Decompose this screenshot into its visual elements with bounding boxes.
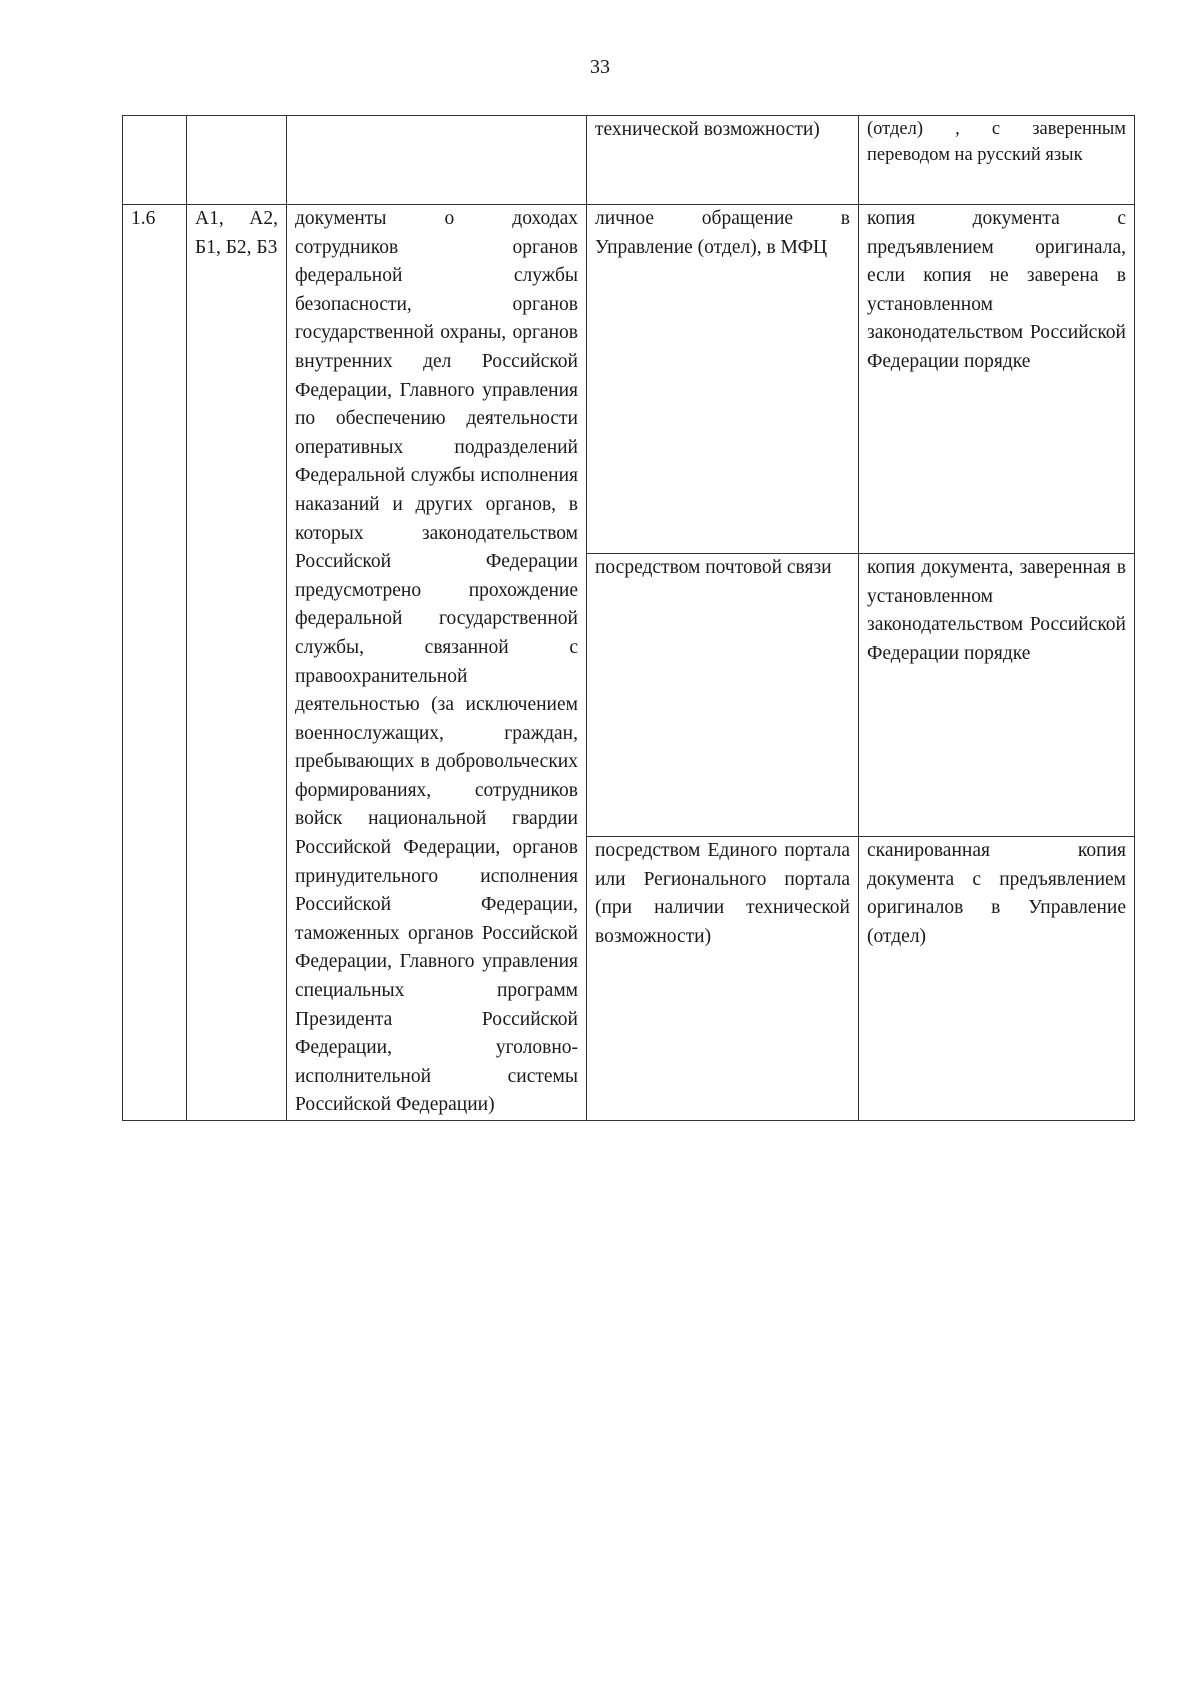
cell-document [287, 116, 587, 205]
cell-form: (отдел) , с заверенным переводом на русский язык [859, 116, 1135, 205]
table-row-1-6 [123, 205, 1135, 554]
cell-method-post: посредством почтовой связи [587, 554, 859, 837]
cell-method: технической возможности) [587, 116, 859, 205]
cell-number [123, 116, 187, 205]
cell-method-in-person: личное обращение в Управление (отдел), в МФЦ [587, 205, 859, 554]
cell-document: документы о доходах сотрудников органов федеральной службы безопасности, органов государственной охраны, органов внутренних дел Российской Федерации, Главного управления по обеспечению деятельности оперативных подразделений Федеральной службы исполнения наказаний и других органов, в которых законодательством Российской Федерации предусмотрено прохождение федеральной государственной службы, связанной с правоохранительной деятельностью (за исключением военнослужащих, граждан, пребывающих в добровольческих формированиях, сотрудников войск национальной гвардии Российской Федерации, органов принудительного исполнения Российской Федерации, таможенных органов Российской Федерации, Главного управления специальных программ Президента Российской Федерации, уголовно-исполнительной системы Российской Федерации) [287, 205, 587, 1121]
cell-form-in-person: копия документа с предъявлением оригинала, если копия не заверена в установленном законодательством Российской Федерации порядке [859, 205, 1135, 554]
cell-method-portal: посредством Единого портала или Регионального портала (при наличии технической возможности) [587, 837, 859, 1121]
requirements-table [122, 115, 1135, 1121]
table-row-continuation [123, 116, 1135, 205]
cell-form-portal: сканированная копия документа с предъявлением оригиналов в Управление (отдел) [859, 837, 1135, 1121]
cell-form-post: копия документа, заверенная в установленном законодательством Российской Федерации порядке [859, 554, 1135, 837]
cell-categories: А1, А2, Б1, Б2, Б3 [187, 205, 287, 1121]
page-number: 33 [590, 56, 610, 78]
cell-number: 1.6 [123, 205, 187, 1121]
cell-categories [187, 116, 287, 205]
